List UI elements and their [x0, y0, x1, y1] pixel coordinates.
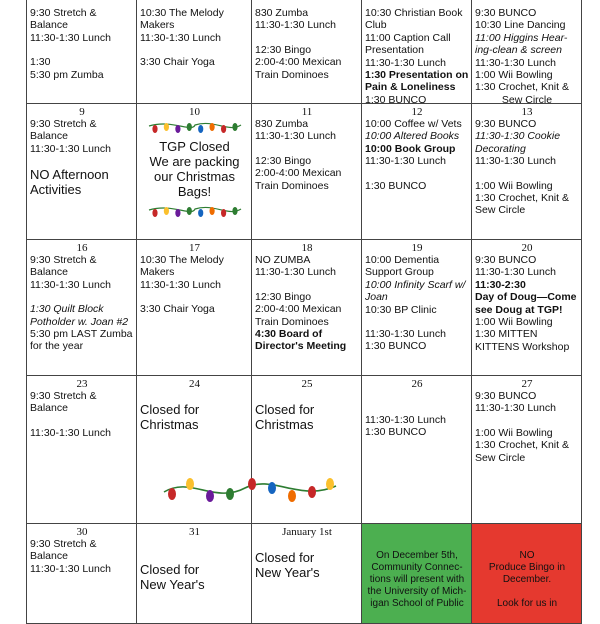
spacer	[475, 538, 579, 550]
event-line: 10:30 The Melody	[140, 7, 224, 19]
event-line: On December 5th,	[376, 550, 458, 561]
day-number: 17	[189, 242, 200, 254]
event-line: 9:30 BUNCO	[475, 254, 537, 266]
day-number: January 1st	[282, 526, 332, 538]
spacer	[365, 402, 469, 414]
event-line: Balance	[30, 130, 68, 143]
day-number: 26	[411, 378, 423, 390]
event-line: Look for us in	[496, 598, 558, 609]
event-line: 4:30 Board of	[255, 328, 323, 341]
event-line: 11:30-1:30 Lunch	[255, 19, 336, 32]
event-line: 1:00 Wii Bowling	[475, 69, 553, 82]
day-cell	[251, 239, 362, 376]
event-line: 9:30 Stretch &	[30, 538, 97, 550]
event-line: the University of Mich-	[367, 586, 467, 597]
event-line: Sew Circle	[475, 204, 526, 217]
event-line: We are packing	[149, 154, 240, 169]
event-line: Pain & Loneliness	[365, 81, 456, 94]
event-line: 1:30 BUNCO	[365, 179, 427, 192]
event-line: 11:30-1:30 Lunch	[475, 266, 556, 279]
event-line: 11:30-1:30 Lunch	[365, 414, 446, 426]
event-line: 11:30-2:30	[475, 278, 526, 291]
event-line: Train Dominoes	[255, 315, 329, 328]
event-line: New Year's	[140, 577, 205, 592]
day-number: 27	[521, 378, 533, 390]
event-line: 11:00 Higgins Hear-	[475, 31, 568, 44]
event-line: Balance	[30, 266, 68, 279]
day-cell	[136, 0, 252, 104]
event-line: ing-clean & screen	[475, 44, 562, 57]
event-line: 1:30 Presentation on	[365, 69, 469, 82]
event-line: 11:30-1:30 Lunch	[30, 278, 111, 291]
event-line: Director's Meeting	[255, 340, 347, 353]
day-cell	[26, 103, 137, 240]
event-line: 830 Zumba	[255, 118, 309, 130]
bulb	[226, 488, 234, 500]
event-line: NO Afternoon	[30, 167, 109, 183]
event-line: 1:30 Quilt Block	[30, 303, 104, 316]
event-line: Activities	[30, 182, 82, 198]
event-line: Decorating	[475, 142, 526, 155]
bulb	[186, 478, 194, 490]
day-number: 25	[301, 378, 313, 390]
bulb	[206, 490, 214, 502]
christmas-lights-decoration	[160, 470, 340, 510]
day-cell	[251, 0, 362, 104]
event-line: 11:30-1:30 Lunch	[255, 130, 336, 143]
event-line: 1:30 MITTEN	[475, 328, 538, 341]
day-cell	[361, 523, 472, 624]
event-line: 10:30 Line Dancing	[475, 19, 566, 32]
day-number: 23	[76, 378, 88, 390]
spacer	[30, 44, 134, 56]
event-line: December.	[502, 574, 552, 585]
event-line: 1:30 BUNCO	[365, 426, 427, 439]
event-line: Sew Circle	[501, 93, 553, 104]
event-line: 10:30 BP Clinic	[365, 303, 437, 316]
day-cell	[361, 103, 472, 240]
event-line: 1:30 Crochet, Knit &	[475, 439, 569, 452]
event-line: 9:30 Stretch &	[30, 118, 97, 130]
event-line: 11:30-1:30 Lunch	[365, 56, 446, 69]
event-line: Day of Doug—Come	[475, 291, 577, 304]
event-line: NO	[519, 550, 535, 561]
event-line: 10:30 The Melody	[140, 254, 224, 266]
event-line: Support Group	[365, 266, 434, 279]
event-line: 12:30 Bingo	[255, 290, 312, 303]
day-number: 11	[301, 106, 313, 118]
day-cell	[471, 239, 582, 376]
event-line: Sew Circle	[475, 451, 526, 464]
event-line: Balance	[30, 550, 68, 563]
spacer	[255, 279, 359, 291]
event-line: 11:30-1:30 Lunch	[30, 142, 111, 155]
spacer	[475, 168, 579, 180]
day-cell	[471, 375, 582, 524]
spacer	[475, 415, 579, 427]
event-line: 9:30 Stretch &	[30, 7, 97, 19]
spacer	[255, 32, 359, 44]
event-line: Presentation	[365, 44, 424, 57]
day-cell	[251, 103, 362, 240]
lights-string-icon	[147, 203, 243, 221]
day-cell	[361, 239, 472, 376]
day-cell	[361, 0, 472, 104]
day-cell	[471, 523, 582, 624]
event-line: for the year	[30, 340, 84, 353]
spacer	[30, 155, 134, 167]
event-line: Closed for	[140, 402, 200, 417]
day-cell	[471, 0, 582, 104]
day-number	[30, 0, 134, 7]
event-line: TGP Closed	[159, 139, 230, 154]
event-line: 12:30 Bingo	[255, 154, 312, 167]
event-line: 1:00 Wii Bowling	[475, 316, 553, 329]
event-line: Produce Bingo in	[488, 562, 566, 573]
event-line: 11:30-1:30 Lunch	[140, 278, 221, 291]
event-line: Community Connec-	[371, 562, 463, 573]
event-line: 10:00 Infinity Scarf w/	[365, 278, 466, 291]
spacer	[140, 550, 249, 562]
event-line: 1:30	[30, 56, 51, 69]
event-line: NO ZUMBA	[255, 254, 311, 266]
bulb	[326, 478, 334, 490]
event-line: tions will present with	[369, 574, 465, 585]
bulb	[168, 488, 176, 500]
event-line: 11:30-1:30 Lunch	[30, 31, 111, 44]
event-line: 10:00 Coffee w/ Vets	[365, 118, 462, 130]
day-number: 18	[301, 242, 313, 254]
day-number: 10	[189, 106, 200, 118]
day-number: 30	[76, 526, 88, 538]
event-line: Balance	[30, 19, 68, 32]
event-line: 11:30-1:30 Lunch	[255, 266, 336, 279]
event-line: 1:30 Crochet, Knit &	[475, 81, 569, 94]
event-line: 5:30 pm Zumba	[30, 68, 104, 81]
event-line: see Doug at TGP!	[475, 303, 563, 316]
event-line: Christmas	[140, 417, 199, 432]
event-line: 1:00 Wii Bowling	[475, 179, 553, 192]
spacer	[140, 538, 249, 550]
event-line: 12:30 Bingo	[255, 43, 312, 56]
event-line: 11:00 Caption Call	[365, 31, 451, 44]
event-line: 5:30 pm LAST Zumba	[30, 328, 133, 341]
day-cell	[361, 375, 472, 524]
day-cell	[26, 239, 137, 376]
day-number	[140, 0, 249, 7]
day-number: 24	[189, 378, 200, 390]
event-line: Christmas	[255, 417, 314, 432]
spacer	[475, 586, 579, 598]
day-number: 12	[411, 106, 423, 118]
event-line: 830 Zumba	[255, 7, 309, 19]
event-line: 3:30 Chair Yoga	[140, 56, 215, 69]
event-line: KITTENS Workshop	[475, 340, 570, 353]
event-line: 10:00 Book Group	[365, 142, 456, 155]
day-number: 20	[521, 242, 533, 254]
event-line: 2:00-4:00 Mexican	[255, 303, 342, 316]
event-line: Train Dominoes	[255, 68, 329, 81]
event-line: 11:30-1:30 Lunch	[30, 426, 111, 439]
event-line: 10:00 Altered Books	[365, 130, 460, 143]
event-line: 3:30 Chair Yoga	[140, 303, 215, 316]
event-line: Potholder w. Joan #2	[30, 315, 129, 328]
day-number	[255, 0, 359, 7]
day-cell	[136, 523, 252, 624]
event-line: 11:30-1:30 Lunch	[475, 155, 556, 168]
event-line: 9:30 BUNCO	[475, 7, 537, 19]
event-line: 1:30 BUNCO	[365, 340, 427, 353]
spacer	[140, 44, 249, 56]
event-line: 11:30-1:30 Lunch	[365, 155, 446, 168]
event-line: 1:30 Crochet, Knit &	[475, 192, 569, 205]
day-cell	[26, 375, 137, 524]
event-line: 1:30 BUNCO	[365, 93, 427, 104]
spacer	[30, 415, 134, 427]
event-line: New Year's	[255, 565, 320, 580]
event-line: 11:30-1:30 Lunch	[475, 56, 556, 69]
day-number: 9	[79, 106, 85, 118]
bulb	[268, 482, 276, 494]
event-line: Makers	[140, 266, 175, 279]
spacer	[140, 390, 249, 402]
event-line: Train Dominoes	[255, 179, 329, 192]
spacer	[30, 291, 134, 303]
day-cell	[471, 103, 582, 240]
day-number	[365, 526, 469, 538]
day-number	[475, 526, 579, 538]
event-line: 10:00 Dementia	[365, 254, 440, 266]
bulb	[288, 490, 296, 502]
lights-string-icon	[147, 119, 243, 137]
event-line: Makers	[140, 19, 175, 32]
event-line: 9:30 BUNCO	[475, 118, 537, 130]
spacer	[255, 143, 359, 155]
event-line: 11:30-1:30 Lunch	[30, 562, 111, 575]
event-line: 9:30 BUNCO	[475, 390, 537, 402]
event-line: Joan	[365, 291, 388, 304]
event-line: Club	[365, 19, 387, 32]
event-line: Closed for	[255, 402, 315, 417]
spacer	[365, 390, 469, 402]
day-number	[365, 0, 469, 7]
day-number: 13	[521, 106, 533, 118]
day-cell	[136, 239, 252, 376]
event-line: 2:00-4:00 Mexican	[255, 56, 342, 69]
event-line: Bags!	[177, 184, 212, 199]
bulb	[308, 486, 316, 498]
spacer	[365, 316, 469, 328]
event-line: 11:30-1:30 Lunch	[140, 31, 221, 44]
event-line: igan School of Public	[370, 598, 464, 609]
day-number	[475, 0, 579, 7]
event-line: 11:30-1:30 Cookie	[475, 130, 561, 143]
event-line: 1:00 Wii Bowling	[475, 426, 553, 439]
spacer	[255, 390, 359, 402]
spacer	[140, 291, 249, 303]
spacer	[365, 538, 469, 550]
day-cell	[251, 523, 362, 624]
event-line: 10:30 Christian Book	[365, 7, 463, 19]
day-cell	[26, 523, 137, 624]
event-line: 11:30-1:30 Lunch	[365, 328, 446, 341]
day-number: 19	[411, 242, 423, 254]
event-line: Closed for	[140, 562, 200, 577]
spacer	[365, 168, 469, 180]
event-line: 2:00-4:00 Mexican	[255, 167, 342, 180]
spacer	[255, 538, 359, 550]
event-line: 9:30 Stretch &	[30, 254, 97, 266]
bulb	[248, 478, 256, 490]
event-line: 9:30 Stretch &	[30, 390, 97, 402]
day-number: 16	[76, 242, 88, 254]
event-line: our Christmas	[154, 169, 235, 184]
day-cell	[136, 103, 252, 240]
event-line: Closed for	[255, 550, 315, 565]
event-line: Balance	[30, 402, 68, 415]
event-line: 11:30-1:30 Lunch	[475, 402, 556, 415]
day-number: 31	[189, 526, 200, 538]
day-cell	[26, 0, 137, 104]
calendar-grid	[26, 0, 581, 612]
